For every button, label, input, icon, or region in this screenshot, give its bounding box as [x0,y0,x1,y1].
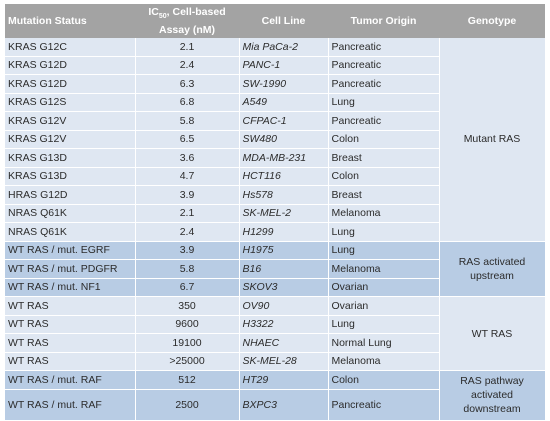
ic50-cell: 4.7 [135,167,239,186]
mutation-status-cell: WT RAS / mut. PDGFR [5,260,135,279]
tumor-origin-cell: Normal Lung [328,334,439,353]
mutation-status-cell: KRAS G12D [5,75,135,94]
cell-line-cell: PANC-1 [239,56,328,75]
ic50-cell: 3.9 [135,186,239,205]
mutation-status-cell: KRAS G12V [5,130,135,149]
cell-line-cell: H1975 [239,241,328,260]
tumor-origin-cell: Pancreatic [328,56,439,75]
tumor-origin-cell: Melanoma [328,260,439,279]
header-mutation-status: Mutation Status [5,4,135,38]
mutation-status-cell: WT RAS / mut. EGRF [5,241,135,260]
ic50-cell: >25000 [135,352,239,371]
ic50-cell: 512 [135,371,239,390]
cell-line-cell: SK-MEL-28 [239,352,328,371]
cell-line-cell: HCT116 [239,167,328,186]
cell-line-cell: A549 [239,93,328,112]
genotype-cell: RAS activated upstream [439,241,545,297]
ic50-cell: 6.5 [135,130,239,149]
tumor-origin-cell: Colon [328,130,439,149]
tumor-origin-cell: Breast [328,149,439,168]
cell-line-cell: OV90 [239,297,328,316]
ic50-cell: 6.8 [135,93,239,112]
ic50-cell: 6.7 [135,278,239,297]
mutation-status-cell: WT RAS [5,297,135,316]
cell-line-cell: B16 [239,260,328,279]
tumor-origin-cell: Lung [328,223,439,242]
tumor-origin-cell: Lung [328,315,439,334]
mutation-status-cell: KRAS G12V [5,112,135,131]
mutation-status-cell: WT RAS / mut. NF1 [5,278,135,297]
cell-line-cell: Hs578 [239,186,328,205]
cell-line-cell: SKOV3 [239,278,328,297]
mutation-status-cell: KRAS G13D [5,149,135,168]
genotype-cell: RAS pathway activated downstream [439,371,545,421]
ic50-cell: 2.4 [135,223,239,242]
table-row [5,241,545,260]
tumor-origin-cell: Lung [328,93,439,112]
tumor-origin-cell: Pancreatic [328,38,439,56]
mutation-status-cell: WT RAS / mut. RAF [5,371,135,390]
table-body [5,38,545,420]
cell-line-cell: NHAEC [239,334,328,353]
mutation-status-cell: KRAS G12S [5,93,135,112]
tumor-origin-cell: Ovarian [328,297,439,316]
tumor-origin-cell: Ovarian [328,278,439,297]
tumor-origin-cell: Melanoma [328,352,439,371]
cell-line-cell: Mia PaCa-2 [239,38,328,56]
ic50-cell: 6.3 [135,75,239,94]
header-genotype: Genotype [439,4,545,38]
cell-line-cell: CFPAC-1 [239,112,328,131]
header-cell-line: Cell Line [239,4,328,38]
cell-line-cell: BXPC3 [239,389,328,420]
cell-line-cell: SW480 [239,130,328,149]
mutation-status-cell: WT RAS [5,352,135,371]
ic50-cell: 2.1 [135,38,239,56]
table-row [5,38,545,56]
tumor-origin-cell: Colon [328,371,439,390]
tumor-origin-cell: Colon [328,167,439,186]
mutation-status-cell: WT RAS / mut. RAF [5,389,135,420]
ic50-cell: 5.8 [135,260,239,279]
cell-line-cell: SK-MEL-2 [239,204,328,223]
ic50-cell: 19100 [135,334,239,353]
tumor-origin-cell: Breast [328,186,439,205]
mutation-status-cell: WT RAS [5,334,135,353]
ic50-cell: 350 [135,297,239,316]
cell-line-cell: H3322 [239,315,328,334]
cell-line-cell: H1299 [239,223,328,242]
ic50-cell: 3.6 [135,149,239,168]
header-ic50: $IC_{50}$, Cell-based Assay (nM) [135,4,239,38]
tumor-origin-cell: Pancreatic [328,112,439,131]
tumor-origin-cell: Pancreatic [328,389,439,420]
cell-line-cell: SW-1990 [239,75,328,94]
header-tumor-origin: Tumor Origin [328,4,439,38]
ic50-cell: 9600 [135,315,239,334]
genotype-cell: Mutant RAS [439,38,545,241]
tumor-origin-cell: Pancreatic [328,75,439,94]
mutation-status-cell: KRAS G12D [5,56,135,75]
mutation-status-cell: NRAS Q61K [5,204,135,223]
mutation-status-cell: KRAS G13D [5,167,135,186]
table-row [5,371,545,390]
tumor-origin-cell: Lung [328,241,439,260]
table-row [5,297,545,316]
ic50-cell: 3.9 [135,241,239,260]
ic50-table [5,4,546,421]
table-header-row [5,4,545,38]
ic50-cell: 5.8 [135,112,239,131]
tumor-origin-cell: Melanoma [328,204,439,223]
ic50-cell: 2.4 [135,56,239,75]
mutation-status-cell: KRAS G12C [5,38,135,56]
genotype-cell: WT RAS [439,297,545,371]
cell-line-cell: MDA-MB-231 [239,149,328,168]
cell-line-cell: HT29 [239,371,328,390]
mutation-status-cell: WT RAS [5,315,135,334]
ic50-cell: 2500 [135,389,239,420]
mutation-status-cell: HRAS G12D [5,186,135,205]
ic50-cell: 2.1 [135,204,239,223]
mutation-status-cell: NRAS Q61K [5,223,135,242]
